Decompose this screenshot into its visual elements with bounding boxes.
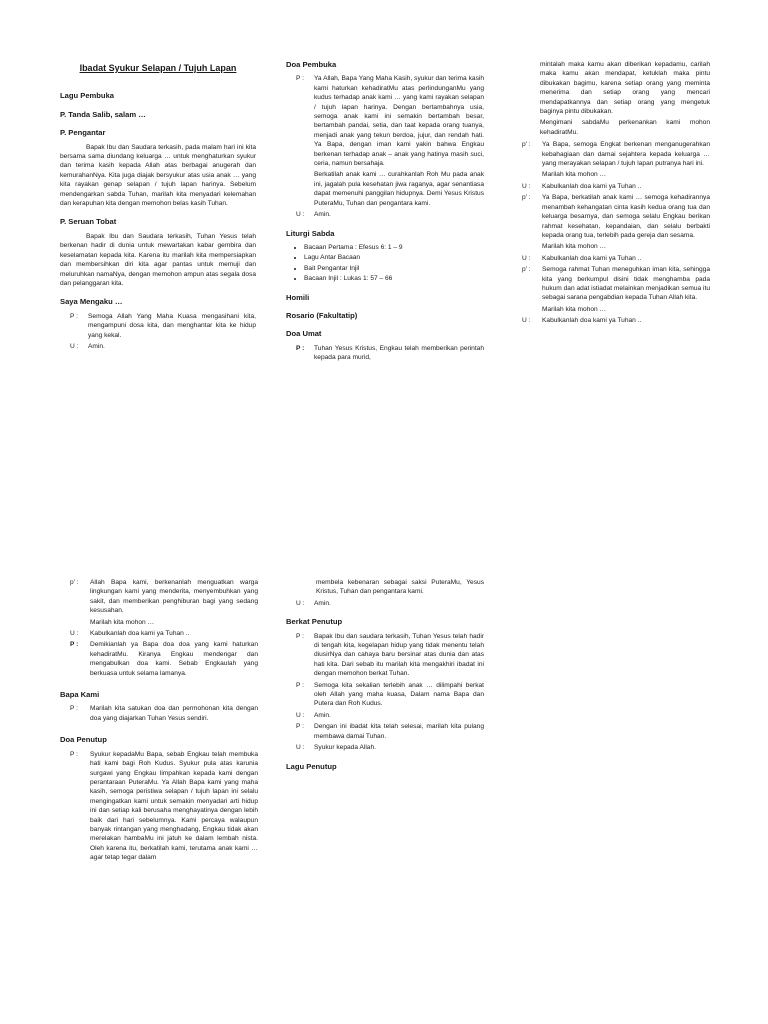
- speaker-label: U :: [522, 317, 531, 325]
- speaker-label: U :: [296, 744, 305, 752]
- line-text: Marilah kita satukan doa dan permohonan kita dengan doa yang diajarkan Tuhan Yesus sendiri.: [90, 705, 258, 722]
- speaker-label: U :: [70, 630, 79, 638]
- bottom-column-1: [60, 578, 258, 865]
- doa-pembuka-p-row: [286, 74, 484, 168]
- speaker-label: U :: [522, 254, 531, 262]
- response-2-row: [520, 254, 710, 263]
- bapa-kami-row: [60, 704, 258, 723]
- line-text: Kabulkanlah doa kami ya Tuhan ..: [542, 182, 642, 190]
- speaker-label: p' :: [70, 579, 79, 586]
- liturgi-list: [286, 243, 484, 284]
- speaker-label: U :: [296, 599, 305, 607]
- line-text: Ya Allah, Bapa Yang Maha Kasih, syukur dan terima kasih kami haturkan kehadiratMu atas perlindunganMu yang kudus terhadap anak kami … yang kami rayakan selapan / tujuh lapan harinya. Dengan bertambahnya usia, semoga anak kami ini semakin bertambah besar, bertambah pandai, setia, dan taat kepada orang tuanya, menjadi anak yang tekun berdoa, jujur, dan rendah hati. Ya Bapa, dengan iman kami yakin bahwa Engkau berkenan terhadap anak – anak yang hatinya masih suci, ceria, namun bersahaja.: [314, 75, 484, 168]
- doa-penutup-row: [60, 750, 258, 863]
- list-item: • Bacaan Injil : Lukas 1: 57 – 66: [304, 274, 484, 283]
- intention-4-row: [60, 578, 258, 616]
- intention-4-mohon: Marilah kita mohon …: [90, 618, 155, 626]
- top-column-2: [286, 60, 484, 365]
- line-text: Ya Bapa, semoga Engkat berkenan menganugerahkan kebahagiaan dan damai sejahtera kepada keluarga … yang merayakan selapan / tujuh lapan putranya hari ini.: [542, 141, 710, 168]
- berkat-2-row: [286, 681, 484, 709]
- berkat-1-row: [286, 632, 484, 679]
- line-text: Semoga kita sekalian terlebih anak … dilimpahi berkat oleh Allah yang maha kuasa, Dalam nama Bapa dan Putera dan Roh Kudus.: [314, 681, 484, 708]
- bottom-column-2: [286, 578, 484, 776]
- berkat-5-row: [286, 743, 484, 752]
- heading-rosario: Rosario (Fakultatip): [286, 310, 358, 320]
- speaker-label: P :: [70, 312, 78, 320]
- speaker-label: P :: [296, 344, 305, 352]
- intention-2-mohon: Marilah kita mohon …: [542, 243, 607, 251]
- doa-pembuka-u-row: [286, 210, 484, 219]
- heading-seruan-tobat: P. Seruan Tobat: [60, 217, 117, 227]
- speaker-label: p' :: [522, 266, 531, 274]
- speaker-label: p' :: [522, 141, 531, 149]
- heading-doa-umat: Doa Umat: [286, 329, 322, 339]
- line-text: Ya Bapa, berkatilah anak kami … semoga kehadirannya menambah kehangatan cinta kasih kedua orang tua dan keluarga besarnya, dan semoga selalu Engkau berikan rahmat kesehatan, kepandaian, dan selalu berbakti kepada orang tua, terlebih pada gereja dan sesama.: [542, 194, 710, 239]
- closing-intention-row: [60, 640, 258, 678]
- speaker-label: U :: [70, 342, 79, 350]
- speaker-label: P :: [296, 681, 304, 689]
- intention-2-row: [520, 193, 710, 240]
- speaker-label: U :: [296, 711, 305, 719]
- intention-3-row: [520, 265, 710, 303]
- heading-doa-penutup: Doa Penutup: [60, 735, 107, 745]
- doa-penutup-continued: membela kebenaran sebagai saksi PuteraMu, Yesus Kristus, Tuhan dan pengantara kami.: [316, 579, 484, 596]
- heading-pengantar: P. Pengantar: [60, 128, 106, 138]
- line-text: Semoga rahmat Tuhan meneguhkan iman kita, sehingga kita yang berkumpul disini tidak menghamba pada hukum dan adat istiadat melainkan menjadikan semua itu sebagai sarana pengabdian kepada Tuhan Allah kita.: [542, 266, 710, 302]
- line-text: Demikianlah ya Bapa doa doa yang kami haturkan kehadiratMu. Kiranya Engkau mendengar dan mengabulkan doa kami. Sebab Engkaulah yang berkuasa untuk selama lamanya.: [90, 641, 258, 677]
- line-text: Amin.: [88, 342, 105, 350]
- doa-pembuka-text-2: Berkatilah anak kami … curahkanlah Roh Mu pada anak ini, jagalah pula kesehatan jiwa raganya, agar senantiasa dapat memenuhi panggilan hidupnya. Demi Yesus Kristus PuteraMu, Tuhan dan pengantara kami.: [314, 171, 484, 207]
- line-text: Kabulkanlah doa kami ya Tuhan ..: [542, 317, 642, 325]
- response-3-row: [520, 316, 710, 325]
- speaker-label: P :: [70, 705, 78, 713]
- list-item: • Lagu Antar Bacaan: [304, 253, 484, 262]
- response-4-row: [60, 629, 258, 638]
- berkat-3-row: [286, 711, 484, 720]
- list-item: • Bacaan Pertama : Efesus 6: 1 – 9: [304, 243, 484, 252]
- heading-berkat-penutup: Berkat Penutup: [286, 617, 343, 627]
- line-text: Semoga Allah Yang Maha Kuasa mengasihani kita, mengampuni dosa kita, dan menghantar kita ke hidup yang kekal.: [88, 312, 256, 339]
- heading-liturgi-sabda: Liturgi Sabda: [286, 228, 335, 238]
- saya-mengaku-u-row: [60, 342, 256, 351]
- line-text: Syukur kepadaMu Bapa, sebab Engkau telah membuka hati kami bagi Roh Kudus. Syukur pula atas karunia surgawi yang Engkau limpahkan kepada kami dengan perantaraan PuteraMu. Ya Allah Bapa kami yang maha kasih, semoga peristiwa selapan / tujuh lapan ini selalu mengingatkan kami untuk semakin menyadari arti hidup ini dan setiap kali berusaha menghayatinya dengan lebih baik dari hari sebelumnya. Kami percaya walaupun banyak rintangan yang menghadang, Engkau tidak akan merelakan hambaMu ini jatuh ke dalam lembah nista. Oleh karena itu, berkatilah kami, terutama anak kami … agar tetap tegar dalam: [90, 750, 258, 862]
- line-text: Dengan ini ibadat kita telah selesai, marilah kita pulang membawa damai Tuhan.: [314, 723, 484, 740]
- heading-tanda-salib: P. Tanda Salib, salam …: [60, 109, 146, 119]
- line-text: Amin.: [314, 211, 331, 219]
- heading-saya-mengaku: Saya Mengaku …: [60, 297, 123, 307]
- document-title: Ibadat Syukur Selapan / Tujuh Lapan: [79, 63, 237, 73]
- speaker-label: P :: [70, 750, 78, 758]
- line-text: Syukur kepada Allah.: [314, 744, 376, 752]
- berkat-4-row: [286, 722, 484, 741]
- top-column-3: [520, 60, 710, 328]
- line-text: Bapak Ibu dan saudara terkasih, Tuhan Yesus telah hadir di tengah kita, kegelapan hidup yang tidak menentu telah diusirNya dan cahaya baru bersinar atas dunia dan atas hati kita. Dari sebab itu marilah kita mengakhiri ibadat ini dengan memohon berkat Tuhan.: [314, 632, 484, 678]
- speaker-label: p' :: [522, 194, 531, 202]
- intention-3-mohon: Marilah kita mohon …: [542, 305, 607, 313]
- speaker-label: P :: [70, 641, 79, 649]
- line-text: Amin.: [314, 599, 331, 607]
- intention-1-mohon: Marilah kita mohon …: [542, 171, 607, 179]
- heading-lagu-penutup: Lagu Penutup: [286, 761, 337, 771]
- heading-lagu-pembuka: Lagu Pembuka: [60, 91, 115, 101]
- speaker-label: U :: [522, 182, 531, 190]
- speaker-label: P :: [296, 723, 304, 731]
- line-text: Kabulkanlah doa kami ya Tuhan ..: [542, 254, 642, 262]
- doa-umat-continued-2: Mengimani sabdaMu perkenankan kami mohon kehadiratMu.: [540, 119, 710, 136]
- response-1-row: [520, 182, 710, 191]
- heading-doa-pembuka: Doa Pembuka: [286, 60, 337, 69]
- intention-1-row: [520, 140, 710, 168]
- heading-homili: Homili: [286, 292, 310, 302]
- line-text: Kabulkanlah doa kami ya Tuhan ..: [90, 630, 190, 638]
- line-text: Allah Bapa kami, berkenanlah menguatkan warga lingkungan kami yang menderita, menyembuhkan yang sakit, dan memberikan penghiburan bagi yang sedang kesusahan.: [90, 579, 258, 615]
- line-text: Amin.: [314, 711, 331, 719]
- doa-penutup-u-row: [286, 599, 484, 608]
- list-item: • Bait Pengantar Injil: [304, 264, 484, 273]
- seruan-tobat-text: Bapak Ibu dan Saudara terkasih, Tuhan Yesus telah berkenan hadir di dunia untuk mewartakan kabar gembira dan keselamatan kepada kita. Karena itu marilah kita mempersiapkan dan membersihkan diri kita agar pantas untuk memuji dan meluruhkan namaNya, dengan memohon ampun atas segala dosa dan pelanggaran kita.: [60, 232, 256, 287]
- doa-umat-p-row: [286, 344, 484, 363]
- top-column-1: [60, 62, 256, 353]
- doa-umat-continued: mintalah maka kamu akan diberikan kepadamu, carilah maka kamu akan mendapat, ketuklah maka pintu dibukakan bagimu, karena setiap orang yang meminta menerima dan setiap orang yang mencari mendapatkannya dan setiap orang yang mengetuk baginya pintu dibukakan.: [540, 61, 710, 116]
- line-text: Tuhan Yesus Kristus, Engkau telah memberikan perintah kepada para murid,: [314, 344, 484, 362]
- speaker-label: U :: [296, 211, 305, 219]
- speaker-label: P :: [296, 75, 304, 83]
- heading-bapa-kami: Bapa Kami: [60, 690, 100, 700]
- speaker-label: P :: [296, 632, 304, 640]
- saya-mengaku-p-row: [60, 312, 256, 340]
- pengantar-text: Bapak Ibu dan Saudara terkasih, pada malam hari ini kita bersama sama diundang keluarga … untuk menghaturkan syukur dan terima kasih kepada Allah atas berbagai anugerah dan kemurahanNya. Kita juga diajak bersyukur atas usia anak … yang kita rayakan genap selapan / tujuh lapan harinya. Sebelum mendengarkan sabda Tuhan, marilah kita menyadari kelemahan dan kerapuhan kita dengan memohon belas kasih Tuhan.: [60, 143, 256, 208]
